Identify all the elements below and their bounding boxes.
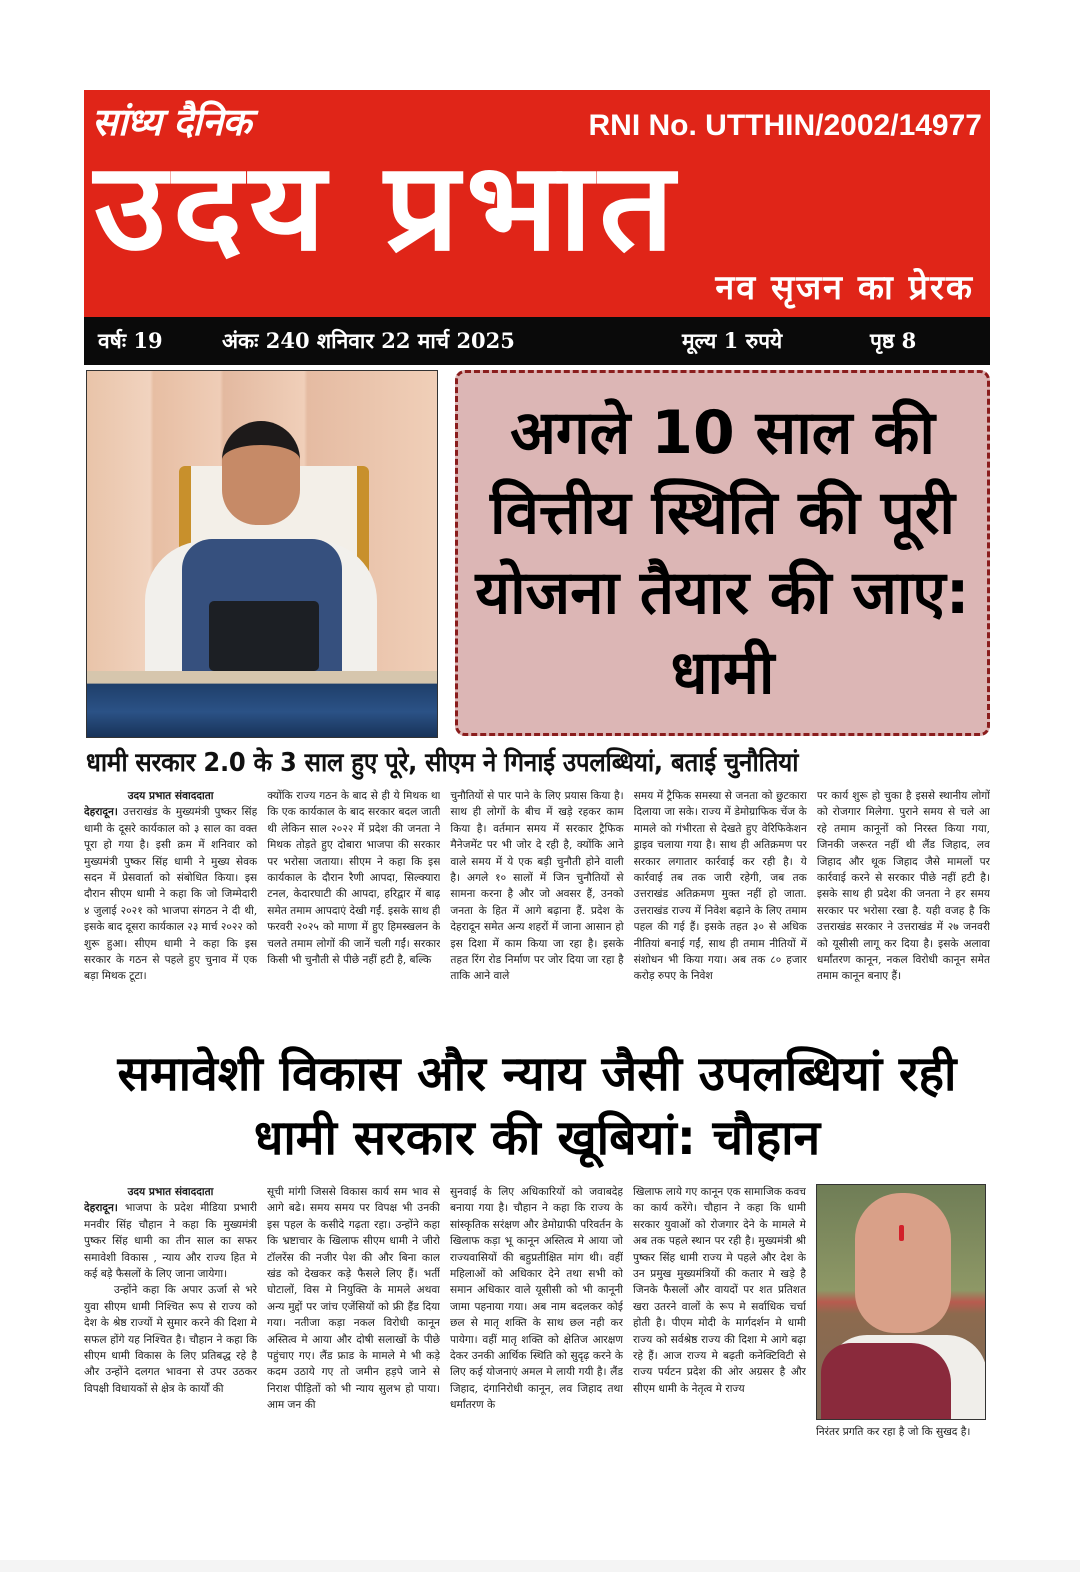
- lead-headline-box: [455, 370, 990, 736]
- rni-number: RNI No. UTTHIN/2002/14977: [588, 109, 982, 142]
- chauhan-photo: [816, 1184, 986, 1420]
- lead-story-body: [84, 788, 990, 1028]
- page-bottom-edge: [0, 1560, 1080, 1572]
- lead-byline: उदय प्रभात संवाददाता: [127, 790, 214, 802]
- second-column-text: उन्होंने कहा कि अपार ऊर्जा से भरे युवा सीएम धामी निश्चित रूप से राज्य को देश के श्रेष्ठ राज्यों मे सुमार करने की दिशा मे सफल होंगे यह निश्चित है। चौहान ने कहा कि सीएम धामी विकास के लिए प्रतिबद्ध रहे है और उन्होंने दलगत भावना से उपर उठकर विपक्षी विधायकों से क्षेत्र के कार्यों की: [84, 1284, 257, 1395]
- lead-column-4: [634, 788, 807, 1028]
- second-column-text: सूची मांगी जिससे विकास कार्य सम भाव से आगे बढे। समय समय पर विपक्ष भी उनकी इस पहल के कसीदे गढ़ता रहा। उन्होंने कहा कि भ्रष्टाचार के खिलाफ सीएम धामी ने जीरो टॉलरेंस की नजीर पेश की और बिना काल खंड को देखकर कड़े फैसले लिए हैं। भर्ती घोटालों, विस मे नियुक्ति के मामले अथवा अन्य मुद्दों पर जांच एजेंसियों को फ्री हैंड दिया गया। नतीजा कड़ा नकल विरोधी कानून अस्तित्व मे आया और दोषी सलाखों के पीछे पहुंचाए गए। लैंड फ्राड के मामले मे भी कड़े कदम उठाये गए तो जमीन हड़पे जाने से निराश पीड़ितों को भी न्याय सुलभ हो पाया। आम जन की: [267, 1186, 440, 1412]
- masthead: [84, 90, 990, 317]
- photo-person-head: [855, 1193, 951, 1333]
- issue-info-bar: [84, 317, 990, 365]
- masthead-subtitle: सांध्य दैनिक: [92, 100, 251, 144]
- photo-tilak: [899, 1225, 904, 1241]
- lead-column-5: [817, 788, 990, 1028]
- second-column-text: निरंतर प्रगति कर रहा है जो कि सुखद है।: [816, 1426, 971, 1438]
- lead-column-text: चुनौतियों से पार पाने के लिए प्रयास किया है। साथ ही लोगों के बीच में खड़े रहकर काम किया है। वर्तमान समय में सरकार ट्रैफिक मैनेजमेंट पर भी जोर दे रही है, क्योंकि आने वाले समय में ये एक बड़ी चुनौती होने वाली है। अगले १० सालों में जिन चुनौतियों से सामना करना है और जो अवसर हैं, उनको जनता के हित में आगे बढ़ाना हैं. प्रदेश के देहरादून समेत अन्य शहरों में जाना आसान हो इस दिशा में काम किया जा रहा है। इसके तहत रिंग रोड निर्माण पर जोर दिया जा रहा है ताकि आने वाले: [450, 790, 624, 983]
- lead-story-photo: [86, 370, 438, 738]
- second-story-body: [84, 1184, 990, 1459]
- second-column-5: [816, 1184, 990, 1459]
- second-dateline: देहरादून।: [84, 1202, 118, 1215]
- issue-number-date: अंकः 240 शनिवार 22 मार्च 2025: [222, 328, 515, 353]
- lead-dateline: देहरादून।: [84, 806, 118, 819]
- lead-column-3: [450, 788, 623, 1028]
- lead-headline: अगले 10 साल की वित्तीय स्थिति की पूरी योजना तैयार की जाए: धामी: [475, 398, 970, 708]
- second-column-text: भाजपा के प्रदेश मीडिया प्रभारी मनवीर सिंह चौहान ने कहा कि मुख्यमंत्री पुष्कर सिंह धामी का तीन साल का सफर समावेशी विकास , न्याय और राज्य हित मे कई बड़े फैसलों के लिए जाना जायेगा।: [84, 1202, 257, 1281]
- second-byline: उदय प्रभात संवाददाता: [127, 1186, 214, 1198]
- photo-person-head: [222, 421, 300, 525]
- second-column-text: खिलाफ लाये गए कानून एक सामाजिक कवच का कार्य करेंगे। चौहान ने कहा कि धामी सरकार युवाओं को रोजगार देने के मामले मे अब तक पहले स्थान पर रही है। मुख्यमंत्री श्री पुष्कर सिंह धामी राज्य मे पहले और देश के उन प्रमुख मुख्यमंत्रियों की कतार मे खड़े है जिनके फैसलों और वायदों पर शत प्रतिशत खरा उतरने वालों के रूप मे सर्वाधिक चर्चा होती है। पीएम मोदी के मार्गदर्शन मे धामी राज्य को सर्वश्रेष्ठ राज्य की दिशा मे आगे बढ़ा रहे हैं। आज राज्य मे बढ़ती कनेक्टिविटी से राज्य पर्यटन प्रदेश की ओर अग्रसर है और सीएम धामी के नेतृत्व मे राज्य: [633, 1186, 806, 1395]
- page-count: पृष्ठ 8: [870, 328, 917, 353]
- newspaper-tagline: नव सृजन का प्रेरक: [715, 268, 974, 308]
- photo-person-vest: [821, 1343, 951, 1420]
- second-column-3: [450, 1184, 623, 1459]
- lead-subheadline: धामी सरकार 2.0 के 3 साल हुए पूरे, सीएम ने गिनाई उपलब्धियां, बताई चुनौतियां: [86, 748, 799, 778]
- issue-year: वर्षः 19: [98, 328, 163, 353]
- second-column-text: सुनवाई के लिए अधिकारियों को जवाबदेह बनाया गया है। चौहान ने कहा कि राज्य के सांस्कृतिक सरंक्षण और डेमोग्राफी परिवर्तन के खिलाफ कड़ा भू कानून अस्तित्व मे आया जो राज्यवासियों की बहुप्रतीक्षित मांग थी। वहीं महिलाओं को अधिकार देने तथा सभी को समान अधिकार वाले यूसीसी को भी कानूनी जामा पहनाया गया। अब नाम बदलकर कोई छल से मातृ शक्ति के साथ छल नही कर पायेगा। वहीं मातृ शक्ति को क्षेतिज आरक्षण देकर उनकी आर्थिक स्थिति को सुदृढ़ करने के लिए कई योजनाएं अमल मे लायी गयी है। लैंड जिहाद, दंगानिरोधी कानून, लव जिहाद तथा धर्मांतरण के: [450, 1186, 623, 1412]
- lead-column-text: पर कार्य शुरू हो चुका है इससे स्थानीय लोगों को रोजगार मिलेगा. पुराने समय से चले आ रहे तमाम कानूनों को निरस्त किया गया, जिनकी जरूरत नहीं थी लैंड जिहाद, लव जिहाद और थूक जिहाद जैसे मामलों पर कार्रवाई करने से सरकार पीछे नहीं हटी है। इसके साथ ही प्रदेश की जनता ने हर समय सरकार पर भरोसा रखा है. यही वजह है कि उत्तराखंड सरकार ने उत्तराखंड में २७ जनवरी को यूसीसी लागू कर दिया है। इसके अलावा धर्मांतरण कानून, नकल विरोधी कानून समेत तमाम कानून बनाए हैं।: [816, 790, 991, 983]
- photo-tablet: [209, 601, 319, 671]
- second-column-4: [633, 1184, 806, 1459]
- issue-price: मूल्य 1 रुपये: [682, 328, 783, 353]
- lead-column-2: [267, 788, 440, 1028]
- newspaper-title: उदय प्रभात: [94, 136, 681, 278]
- lead-column-1: [84, 788, 257, 1028]
- photo-desk: [87, 671, 438, 738]
- second-column-1: [84, 1184, 257, 1459]
- lead-column-text: उत्तराखंड के मुख्यमंत्री पुष्कर सिंह धामी के दूसरे कार्यकाल को ३ साल का वक्त पूरा हो गया है। इसी क्रम में शनिवार को मुख्यमंत्री पुष्कर सिंह धामी ने मुख्य सेवक सदन में प्रेसवार्ता को संबोधित किया। इस दौरान सीएम धामी ने कहा कि जो जिम्मेदारी ४ जुलाई २०२१ को भाजपा संगठन ने दी थी, इसके बाद दूसरा कार्यकाल २३ मार्च २०२२ को शुरू हुआ। सीएम धामी ने कहा कि इस सरकार के गठन से पहले हुए चुनाव में एक बड़ा मिथक टूटा।: [84, 806, 258, 983]
- lead-column-text: समय में ट्रैफिक समस्या से जनता को छुटकारा दिलाया जा सके। राज्य में डेमोग्राफिक चेंज के मामले को गंभीरता से देखते हुए वेरिफिकेशन ड्राइव चलाया गया है। साथ ही अतिक्रमण पर सरकार लगातार कार्रवाई कर रही है। ये कार्रवाई तब तक जारी रहेगी, जब तक उत्तराखंड अतिक्रमण मुक्त नहीं हो जाता. उत्तराखंड राज्य में निवेश बढ़ाने के लिए तमाम पहल की गई हैं। इसके तहत ३० से अधिक नीतियां बनाई गईं, साथ ही तमाम नीतियों में संशोधन भी किया गया। अब तक ८० हजार करोड़ रुपए के निवेश: [633, 790, 807, 983]
- second-headline: समावेशी विकास और न्याय जैसी उपलब्धियां रही धामी सरकार की खूबियां: चौहान: [117, 1046, 957, 1166]
- second-column-2: [267, 1184, 440, 1459]
- lead-column-text: क्योंकि राज्य गठन के बाद से ही ये मिथक था कि एक कार्यकाल के बाद सरकार बदल जाती थी लेकिन साल २०२२ में प्रदेश की जनता ने मिथक तोड़ते हुए दोबारा भाजपा की सरकार पर भरोसा जताया। सीएम ने कहा कि इस कार्यकाल के दौरान रैणी आपदा, सिल्क्यारा टनल, केदारघाटी की आपदा, हरिद्वार में बाढ़ समेत तमाम आपदाएं देखी गईं. इसके साथ ही फरवरी २०२५ को माणा में हुए हिमस्खलन के चलते तमाम लोगों की जानें चली गईं। सरकार किसी भी चुनौती से पीछे नहीं हटी है, बल्कि: [267, 790, 441, 967]
